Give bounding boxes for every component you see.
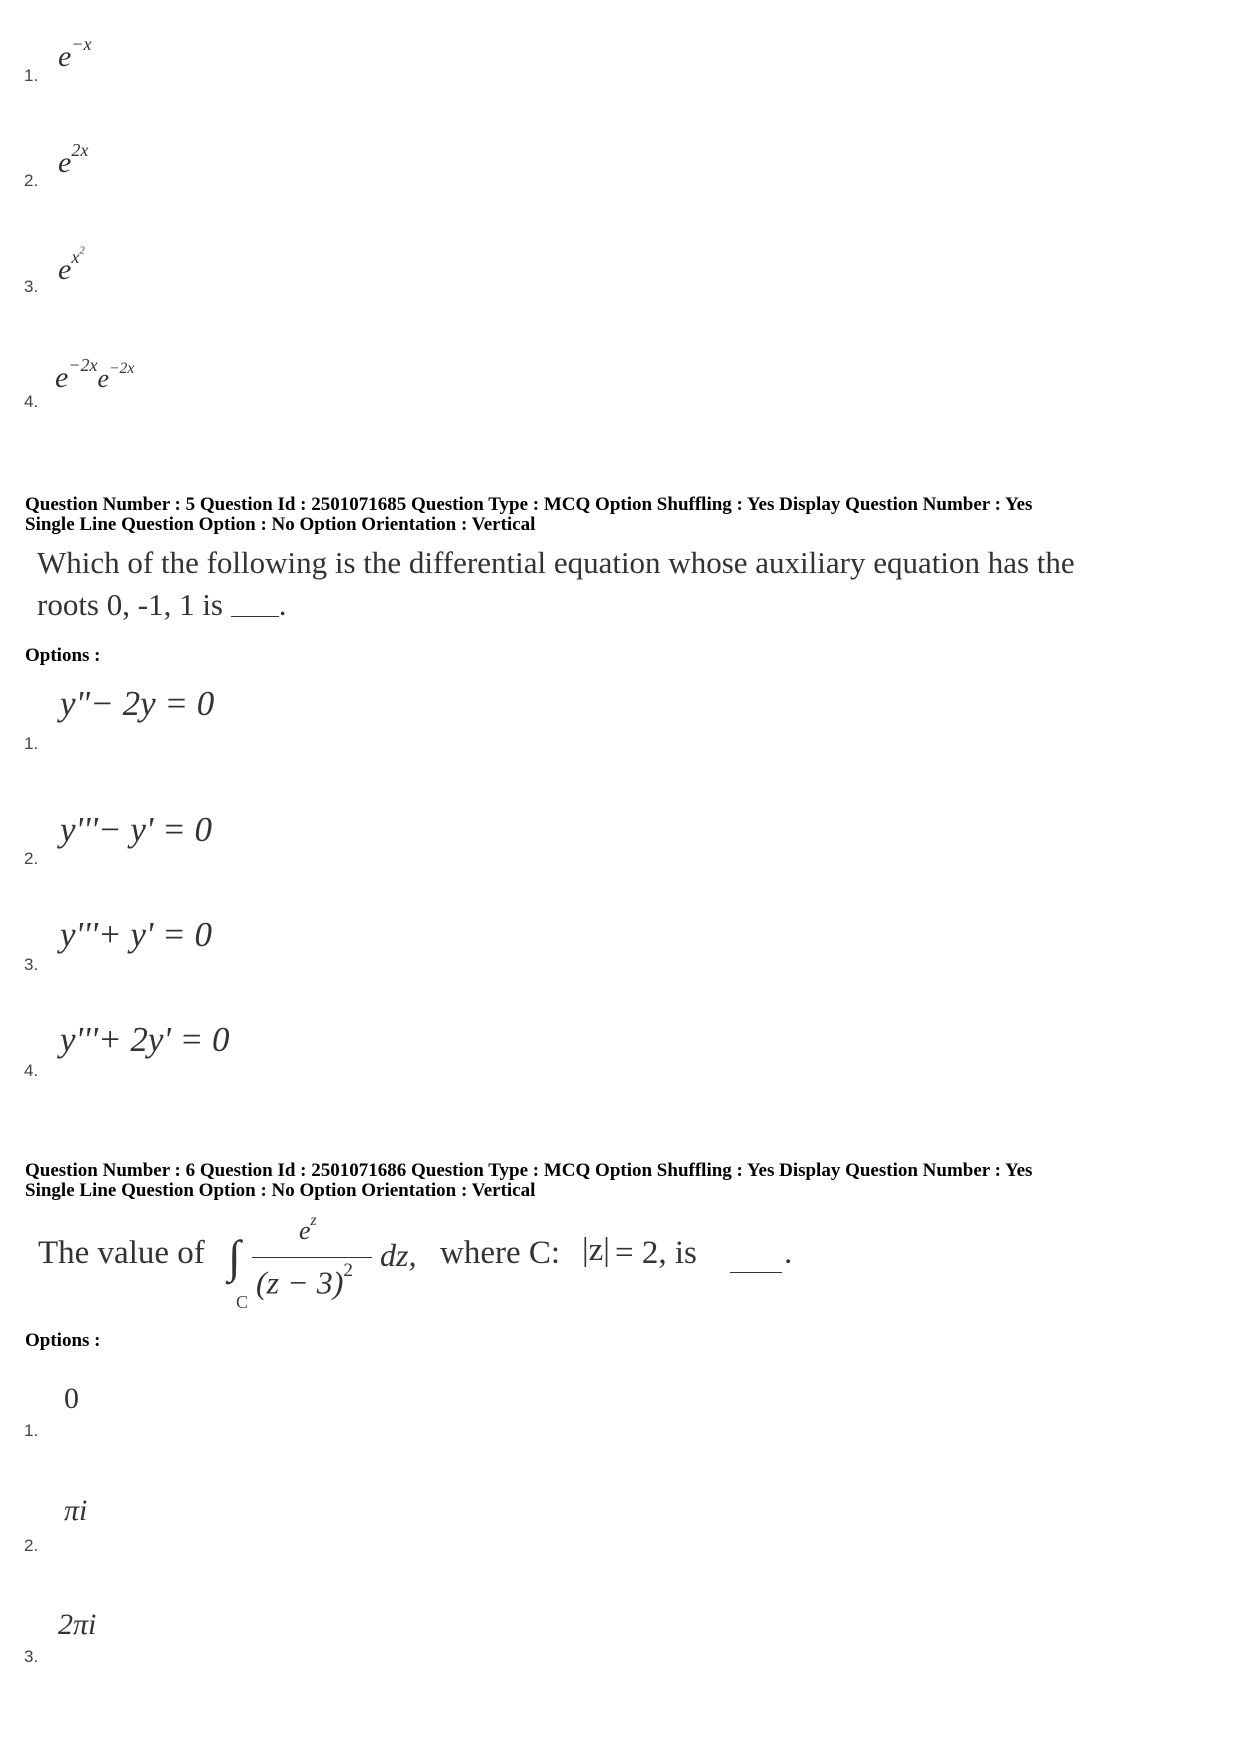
option-number: 1.: [24, 1421, 39, 1440]
answer-blank: [231, 594, 279, 617]
option-number: 4.: [24, 392, 39, 411]
option-expression: 2πi: [58, 1608, 97, 1641]
question-meta-line-1: Question Number : 5 Question Id : 2501071685 Question Type : MCQ Option Shuffling : Yes Display Question Number : Yes: [25, 494, 1033, 515]
expr-base: e: [58, 146, 72, 180]
expr-base-2: e: [97, 364, 110, 394]
options-label: Options :: [25, 645, 101, 666]
option-expression: y"− 2y = 0: [60, 684, 215, 723]
question-meta-line-1: Question Number : 6 Question Id : 2501071686 Question Type : MCQ Option Shuffling : Yes Display Question Number : Yes: [25, 1160, 1033, 1181]
question-text-where: where C:: [440, 1235, 561, 1271]
question-text-eq: = 2, is: [615, 1235, 697, 1271]
option-expression: [55, 355, 134, 395]
question-meta-line-2: Single Line Question Option : No Option Orientation : Vertical: [25, 1180, 536, 1201]
absolute-value-variable: z: [588, 1232, 604, 1268]
question-text-end: .: [278, 587, 287, 622]
question-meta-line-2: Single Line Question Option : No Option Orientation : Vertical: [25, 514, 536, 535]
expr-base: e: [58, 40, 72, 74]
option-number: 2.: [24, 1536, 39, 1555]
question-text-end: .: [784, 1235, 793, 1271]
option-number: 3.: [24, 1647, 39, 1666]
option-expression: πi: [64, 1494, 88, 1527]
expr-exponent: [71, 244, 85, 267]
option-number: 4.: [24, 1061, 39, 1080]
numerator-base: e: [299, 1216, 311, 1246]
question-text-prefix: The value of: [38, 1235, 205, 1271]
option-number: 2.: [24, 849, 39, 868]
expr-exponent: −2x: [68, 355, 98, 375]
answer-blank: [730, 1250, 782, 1273]
denominator-exponent: 2: [343, 1260, 353, 1281]
expr-base: e: [55, 361, 69, 395]
differential: dz,: [380, 1237, 417, 1273]
expr-exponent-base: x: [71, 246, 80, 267]
option-expression: 0: [64, 1382, 79, 1415]
option-number: 3.: [24, 277, 39, 296]
numerator-exponent: z: [310, 1212, 317, 1229]
question-text-line-2: [37, 584, 1075, 626]
option-number: 1.: [24, 66, 39, 85]
option-expression: [58, 34, 91, 74]
expr-exponent-power: 2: [79, 244, 85, 256]
question-text: [37, 542, 1075, 626]
integral-subscript: C: [236, 1292, 249, 1312]
expr-exponent-2: −2x: [109, 360, 135, 378]
option-expression: y'''+ 2y' = 0: [60, 1020, 230, 1059]
question-text-fragment: roots 0, -1, 1 is: [37, 587, 223, 622]
fraction-numerator: [299, 1212, 317, 1246]
options-label: Options :: [25, 1330, 101, 1351]
option-number: 3.: [24, 955, 39, 974]
option-expression: [58, 244, 85, 287]
option-expression: y'''+ y' = 0: [60, 915, 212, 954]
question-text-line-1: Which of the following is the differential equation whose auxiliary equation has the: [37, 545, 1075, 580]
option-expression: y'''− y' = 0: [60, 810, 212, 849]
absolute-value: |z|: [582, 1232, 610, 1268]
expr-exponent: 2x: [71, 140, 89, 160]
expr-base: e: [58, 252, 72, 286]
integral-sign: ∫: [228, 1231, 241, 1282]
denominator-base: (z − 3): [256, 1264, 344, 1301]
fraction-bar: [252, 1257, 372, 1258]
expr-exponent: −x: [71, 34, 92, 54]
option-number: 1.: [24, 734, 39, 753]
fraction-denominator: [256, 1260, 353, 1301]
option-number: 2.: [24, 171, 39, 190]
option-expression: [58, 140, 88, 180]
